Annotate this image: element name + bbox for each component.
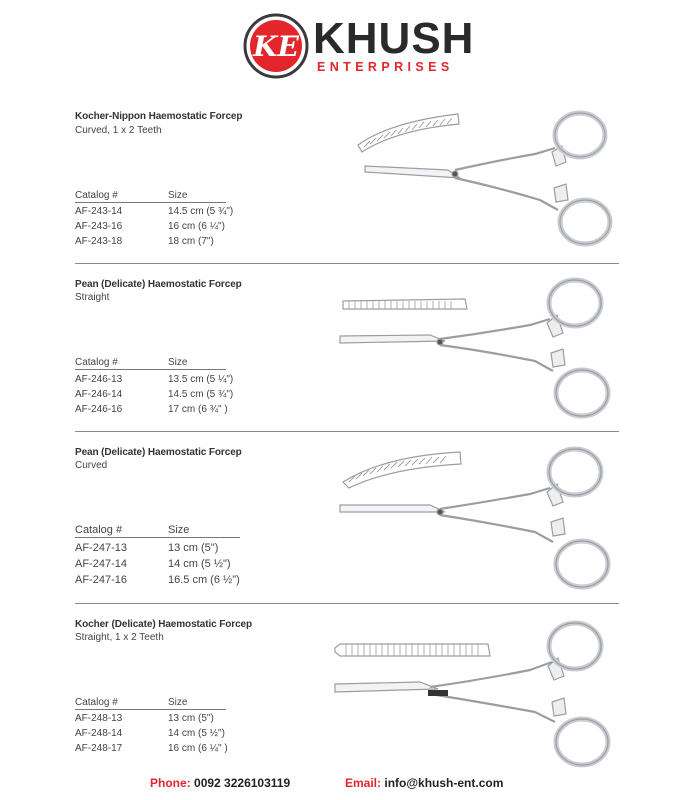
table-row: AF-247-14 14 cm (5 ½") [75, 558, 231, 570]
table-header [75, 524, 240, 538]
section-divider [75, 263, 619, 264]
catalog-header: Catalog # [75, 524, 123, 536]
phone-contact[interactable] [150, 776, 290, 790]
product-title: Kocher-Nippon Haemostatic Forcep [75, 111, 243, 122]
size-header: Size [168, 524, 190, 536]
phone-number: 0092 3226103119 [194, 776, 291, 790]
table-row: AF-247-13 13 cm (5") [75, 542, 219, 554]
table-row: AF-248-13 13 cm (5") [75, 713, 214, 724]
catalog-header: Catalog # [75, 697, 118, 708]
table-row: AF-246-16 17 cm (6 ¾" ) [75, 404, 228, 415]
product-title: Kocher (Delicate) Haemostatic Forcep [75, 619, 253, 630]
forceps-curved-icon [335, 442, 620, 594]
svg-text:KE: KE [253, 30, 299, 63]
section-divider [75, 603, 619, 604]
product-title: Pean (Delicate) Haemostatic Forcep [75, 279, 242, 290]
product-subtitle: Straight [75, 292, 110, 303]
size-header: Size [168, 190, 188, 201]
phone-label: Phone: [150, 776, 191, 790]
catalog-header: Catalog # [75, 357, 118, 368]
product-subtitle: Curved, 1 x 2 Teeth [75, 125, 162, 136]
size-header: Size [168, 357, 188, 368]
table-row: AF-246-13 13.5 cm (5 ¼") [75, 374, 234, 385]
email-address: info@khush-ent.com [384, 776, 504, 790]
table-row: AF-248-14 14 cm (5 ½") [75, 728, 225, 739]
product-subtitle: Curved [75, 460, 108, 471]
table-header [75, 190, 226, 203]
brand-name: KHUSH [313, 14, 475, 63]
ke-monogram-icon [243, 13, 309, 79]
catalog-header: Catalog # [75, 190, 118, 201]
brand-logo [243, 12, 475, 80]
product-subtitle: Straight, 1 x 2 Teeth [75, 632, 164, 643]
table-row: AF-243-14 14.5 cm (5 ¾") [75, 206, 234, 217]
table-header [75, 697, 226, 710]
product-title: Pean (Delicate) Haemostatic Forcep [75, 447, 242, 458]
forceps-curved-icon [330, 100, 620, 255]
forceps-straight-icon [335, 275, 620, 425]
brand-tagline: ENTERPRISES [317, 60, 454, 74]
email-label: Email: [345, 776, 382, 790]
table-row: AF-247-16 16.5 cm (6 ½") [75, 574, 240, 586]
forceps-straight-icon [330, 614, 620, 769]
table-row: AF-246-14 14.5 cm (5 ¾") [75, 389, 234, 400]
section-divider [75, 431, 619, 432]
table-row: AF-243-16 16 cm (6 ¼") [75, 221, 225, 232]
table-row: AF-243-18 18 cm (7") [75, 236, 214, 247]
table-row: AF-248-17 16 cm (6 ¼" ) [75, 743, 228, 754]
size-header: Size [168, 697, 188, 708]
email-contact[interactable] [345, 776, 503, 790]
table-header [75, 357, 226, 370]
